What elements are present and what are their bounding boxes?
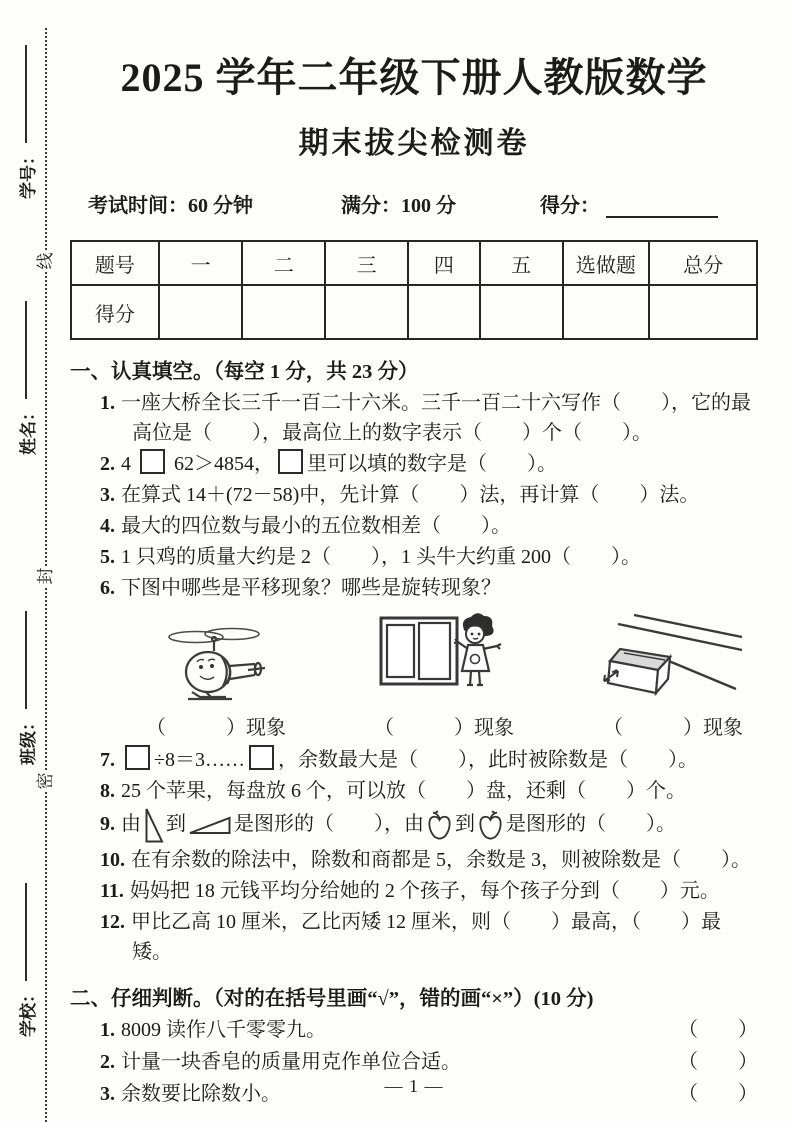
seal-char-mi: 密 bbox=[36, 772, 55, 790]
question-4 bbox=[100, 511, 758, 541]
question-number: 2. bbox=[100, 1051, 115, 1073]
student-id-label: 学号： bbox=[18, 148, 38, 199]
table-header-cell: 选做题 bbox=[563, 241, 650, 285]
main-content bbox=[70, 0, 758, 1111]
apple-mirrored-icon bbox=[477, 810, 504, 841]
score-cell-empty bbox=[563, 285, 650, 339]
question-text: 最大的四位数与最小的五位数相差（ ）。 bbox=[121, 515, 511, 537]
question-number: 9. bbox=[100, 813, 115, 836]
question-text: 1 只鸡的质量大约是 2（ ），1 头牛大约重 200（ ）。 bbox=[121, 546, 641, 568]
school-blank-line bbox=[25, 883, 27, 981]
section1-title: 一、认真填空。 bbox=[70, 361, 214, 383]
answer-bracket: （ ） bbox=[678, 1019, 758, 1041]
question-text: 到 bbox=[166, 813, 186, 836]
question-10 bbox=[100, 845, 758, 875]
score-table-score-row bbox=[71, 285, 757, 339]
question-11 bbox=[100, 876, 758, 906]
motion-figure bbox=[602, 609, 744, 743]
question-number: 11. bbox=[100, 880, 124, 902]
student-name-field bbox=[14, 283, 38, 473]
question-number: 1. bbox=[100, 392, 115, 414]
table-header-cell: 一 bbox=[159, 241, 243, 285]
question-text: 在算式 14＋(72－58)中，先计算（ ）法，再计算（ ）法。 bbox=[121, 484, 700, 506]
figure-caption: （ ）现象 bbox=[146, 717, 286, 739]
exam-duration: 考试时间：60 分钟 bbox=[88, 195, 253, 217]
section2-title: 二、仔细判断。 bbox=[70, 988, 214, 1010]
student-id-field bbox=[14, 27, 38, 217]
blank-box bbox=[140, 449, 165, 474]
school-label: 学校： bbox=[18, 986, 38, 1037]
judgment-item-2 bbox=[100, 1047, 758, 1078]
question-number: 3. bbox=[100, 1083, 115, 1105]
question-number: 3. bbox=[100, 484, 115, 506]
blank-box bbox=[278, 449, 303, 474]
blank-box bbox=[249, 745, 274, 770]
question-text: 25 个苹果，每盘放 6 个，可以放（ ）盘，还剩（ ）个。 bbox=[121, 780, 686, 802]
score-table bbox=[70, 240, 758, 340]
judgment-item-1 bbox=[100, 1015, 758, 1046]
question-1 bbox=[100, 388, 758, 448]
question-number: 4. bbox=[100, 515, 115, 537]
table-header-cell: 题号 bbox=[71, 241, 159, 285]
question-6 bbox=[100, 573, 758, 743]
student-name-label: 姓名： bbox=[18, 404, 38, 455]
section2-note: （对的在括号里画“√”，错的画“×”）(10 分) bbox=[213, 988, 594, 1010]
class-label: 班级： bbox=[18, 714, 38, 765]
student-name-blank-line bbox=[25, 301, 27, 399]
exam-subtitle: 期末拔尖检测卷 bbox=[298, 127, 530, 160]
section2-header bbox=[70, 981, 758, 1011]
motion-figures-row bbox=[146, 609, 744, 743]
answer-bracket: （ ） bbox=[678, 1051, 758, 1073]
question-number: 6. bbox=[100, 577, 115, 599]
judgment-text: 3. 余数要比除数小。 bbox=[100, 1083, 281, 1105]
sliding-window-icon bbox=[378, 609, 510, 712]
exam-info-row bbox=[88, 189, 758, 218]
score-cell-empty bbox=[408, 285, 480, 339]
question-text: ÷8＝3…… bbox=[154, 749, 245, 771]
question-number: 12. bbox=[100, 911, 125, 933]
question-3 bbox=[100, 480, 758, 510]
exam-title: 2025 学年二年级下册人教版数学 bbox=[120, 55, 708, 100]
question-text: 由 bbox=[121, 813, 141, 836]
figure-caption: （ ）现象 bbox=[374, 717, 514, 739]
blank-box bbox=[125, 745, 150, 770]
motion-figure bbox=[146, 623, 286, 743]
question-7 bbox=[100, 745, 758, 775]
score-cell-empty bbox=[480, 285, 563, 339]
question-5 bbox=[100, 542, 758, 572]
table-header-cell: 二 bbox=[242, 241, 325, 285]
question-text: 是图形的（ ），由 bbox=[234, 813, 424, 836]
question-text: 一座大桥全长三千一百二十六米。三千一百二十六写作（ ），它的最高位是（ ），最高位上的数字表示（ ）个（ ）。 bbox=[121, 392, 751, 444]
score-table-header-row bbox=[71, 241, 757, 285]
question-12 bbox=[100, 907, 758, 967]
seal-char-feng: 封 bbox=[36, 567, 55, 585]
seal-char-xian: 线 bbox=[36, 252, 55, 270]
table-header-cell: 三 bbox=[325, 241, 408, 285]
section1-note: （每空 1 分，共 23 分） bbox=[213, 361, 419, 383]
class-field bbox=[14, 593, 38, 783]
question-text: 62＞4854， bbox=[169, 453, 274, 475]
table-header-cell: 四 bbox=[408, 241, 480, 285]
school-field bbox=[14, 865, 38, 1055]
question-text: 下图中哪些是平移现象？哪些是旋转现象？ bbox=[121, 577, 501, 599]
motion-figure bbox=[374, 609, 514, 743]
question-text: 到 bbox=[455, 813, 475, 836]
score-cell-empty bbox=[649, 285, 757, 339]
fill-in-blank-questions bbox=[70, 388, 758, 967]
score-cell-empty bbox=[159, 285, 243, 339]
triangle-flat-icon bbox=[188, 815, 232, 836]
student-id-blank-line bbox=[25, 45, 27, 143]
question-number: 8. bbox=[100, 780, 115, 802]
question-8 bbox=[100, 776, 758, 806]
apple-icon bbox=[426, 810, 453, 841]
class-blank-line bbox=[25, 611, 27, 709]
question-text: ，余数最大是（ ），此时被除数是（ ）。 bbox=[277, 749, 698, 771]
table-header-cell: 总分 bbox=[649, 241, 757, 285]
helicopter-icon bbox=[162, 623, 270, 712]
judgment-text: 2. 计量一块香皂的质量用克作单位合适。 bbox=[100, 1051, 461, 1073]
question-text: 在有余数的除法中，除数和商都是 5，余数是 3，则被除数是（ ）。 bbox=[131, 849, 751, 871]
question-2 bbox=[100, 449, 758, 479]
score-row-label: 得分 bbox=[71, 285, 159, 339]
triangle-tall-icon bbox=[143, 807, 164, 844]
exam-full-marks: 满分：100 分 bbox=[341, 195, 456, 217]
score-blank-line bbox=[606, 216, 718, 218]
score-cell-empty bbox=[325, 285, 408, 339]
judgment-text: 1. 8009 读作八千零零九。 bbox=[100, 1019, 326, 1041]
section1-header bbox=[70, 354, 758, 384]
question-number: 7. bbox=[100, 749, 115, 771]
question-number: 5. bbox=[100, 546, 115, 568]
question-number: 1. bbox=[100, 1019, 115, 1041]
question-text: 妈妈把 18 元钱平均分给她的 2 个孩子，每个孩子分到（ ）元。 bbox=[129, 880, 720, 902]
drawer-icon bbox=[602, 609, 744, 712]
page-number: — 1 — bbox=[384, 1076, 444, 1096]
question-9 bbox=[100, 807, 758, 844]
figure-caption: （ ）现象 bbox=[603, 717, 743, 739]
score-label: 得分： bbox=[540, 195, 600, 217]
question-number: 10. bbox=[100, 849, 125, 871]
question-number: 2. bbox=[100, 453, 115, 475]
question-text: 是图形的（ ）。 bbox=[506, 813, 676, 836]
question-text: 甲比乙高 10 厘米，乙比丙矮 12 厘米，则（ ）最高，（ ）最矮。 bbox=[131, 911, 721, 963]
question-text: 里可以填的数字是（ ）。 bbox=[307, 453, 557, 475]
table-header-cell: 五 bbox=[480, 241, 563, 285]
question-text: 4 bbox=[121, 453, 136, 475]
score-cell-empty bbox=[242, 285, 325, 339]
answer-bracket: （ ） bbox=[678, 1083, 758, 1105]
